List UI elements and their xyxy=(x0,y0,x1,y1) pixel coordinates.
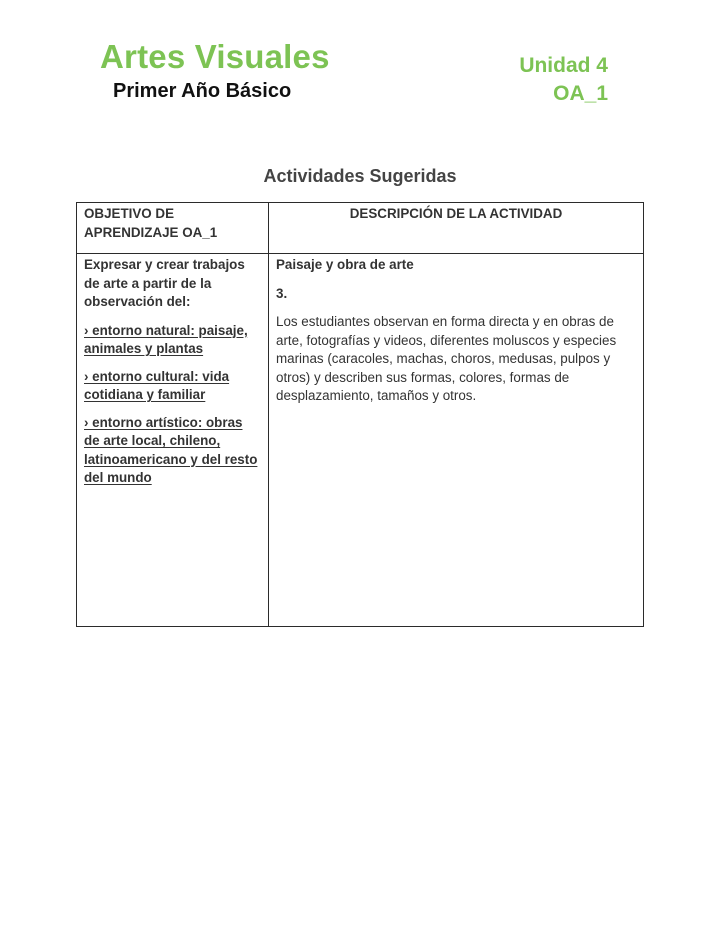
activity-title: Paisaje y obra de arte xyxy=(276,257,414,272)
table-row xyxy=(77,254,644,627)
description-cell xyxy=(269,254,644,627)
grade-subtitle: Primer Año Básico xyxy=(113,80,292,102)
section-title: Actividades Sugeridas xyxy=(263,166,457,186)
unit-label: Unidad 4 xyxy=(519,54,608,77)
objective-item-cultural: › entorno cultural: vida cotidiana y familiar xyxy=(84,368,230,402)
objective-cell xyxy=(77,254,269,627)
activity-text: Los estudiantes observan en forma directa y en obras de arte, fotografías y videos, diferentes moluscos y especies marinas (caracoles, machas, choros, medusas, pulpos y otros) y describen sus formas, colores, formas de desplazamiento, tamaños y otros. xyxy=(276,314,617,403)
objective-intro: Expresar y crear trabajos de arte a partir de la observación del: xyxy=(84,257,245,309)
objective-header: OBJETIVO DE APRENDIZAJE OA_1 xyxy=(77,203,269,254)
activities-table xyxy=(76,202,644,627)
oa-label: OA_1 xyxy=(553,82,608,105)
objective-item-artistic: › entorno artístico: obras de arte local, chileno, latinoamericano y del resto del mundo xyxy=(84,414,258,485)
table-header-row xyxy=(77,203,644,254)
objective-item-natural: › entorno natural: paisaje, animales y plantas xyxy=(84,322,248,356)
description-header: DESCRIPCIÓN DE LA ACTIVIDAD xyxy=(269,203,644,254)
subject-title: Artes Visuales xyxy=(100,38,330,75)
activity-number: 3. xyxy=(276,285,288,301)
